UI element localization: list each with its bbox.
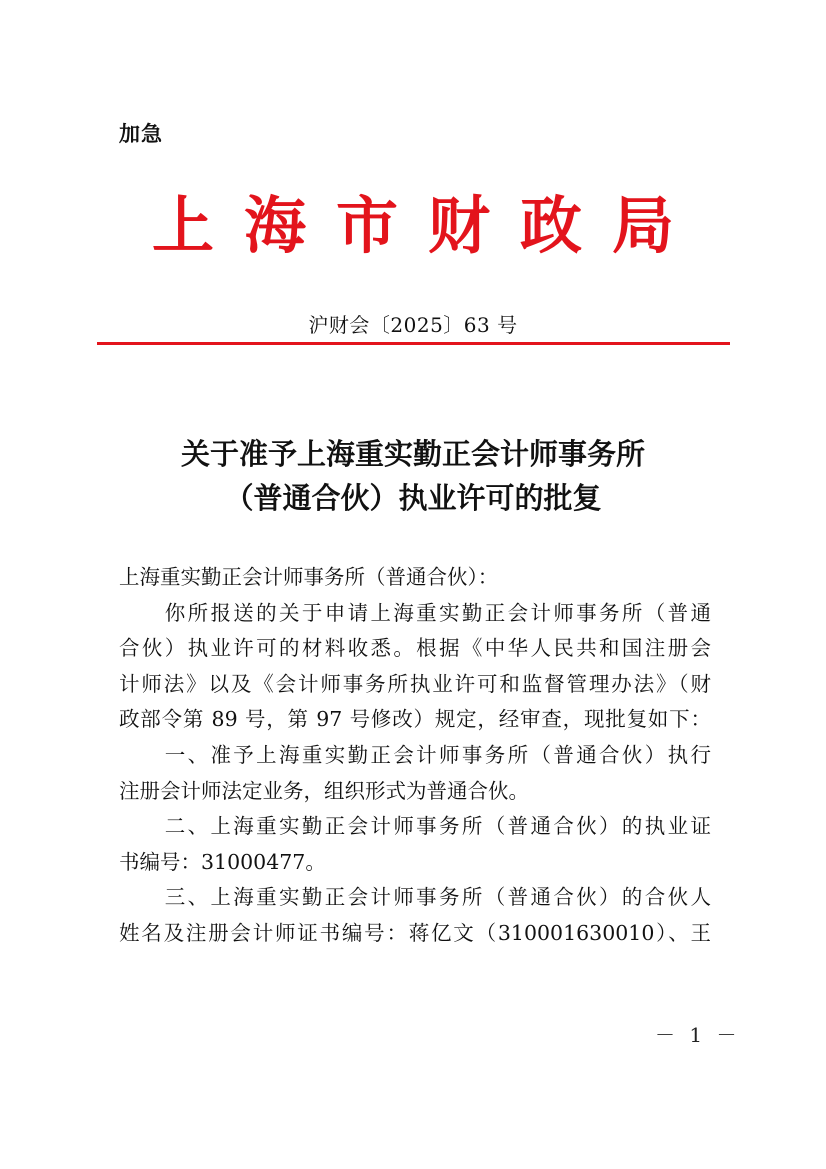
salutation-line: 上海重实勤正会计师事务所（普通合伙）：	[119, 565, 499, 589]
document-title	[0, 432, 826, 520]
red-separator-line	[97, 342, 730, 345]
page-number: － 1 －	[655, 1023, 741, 1047]
body-line: 你所报送的关于申请上海重实勤正会计师事务所（普通	[119, 600, 711, 625]
body-line: 政部令第 89 号，第 97 号修改）规定，经审查，现批复如下：	[119, 707, 711, 732]
body-line: 一、准予上海重实勤正会计师事务所（普通合伙）执行	[119, 742, 711, 767]
agency-header: 上海市财政局	[151, 189, 704, 262]
body-line: 三、上海重实勤正会计师事务所（普通合伙）的合伙人	[119, 885, 711, 910]
title-line-2: （普通合伙）执业许可的批复	[224, 481, 602, 515]
document-number: 沪财会〔2025〕63 号	[308, 313, 518, 337]
urgency-label: 加急	[119, 122, 163, 146]
body-line: 注册会计师法定业务，组织形式为普通合伙。	[119, 778, 529, 803]
title-line-1: 关于准予上海重实勤正会计师事务所	[180, 437, 645, 471]
document-body	[119, 560, 711, 952]
body-line: 书编号：31000477。	[119, 849, 326, 874]
body-line: 合伙）执业许可的材料收悉。根据《中华人民共和国注册会	[119, 636, 711, 661]
body-line: 姓名及注册会计师证书编号：蒋亿文（310001630010）、王	[119, 920, 711, 945]
body-line: 计师法》以及《会计师事务所执业许可和监督管理办法》（财	[119, 671, 711, 696]
body-line: 二、上海重实勤正会计师事务所（普通合伙）的执业证	[119, 814, 711, 839]
